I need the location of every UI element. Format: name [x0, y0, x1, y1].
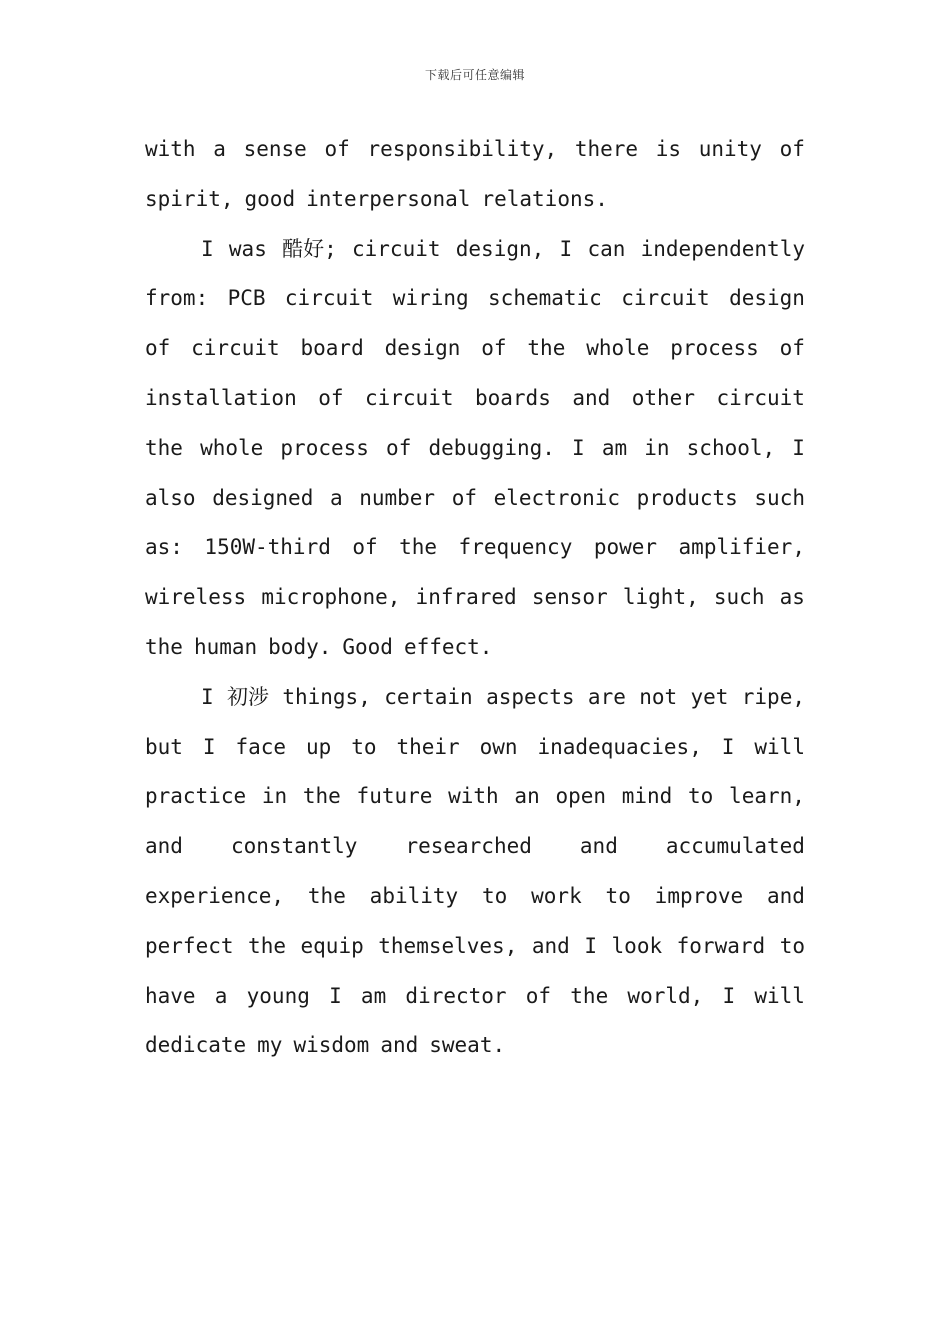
word: the — [248, 933, 286, 958]
word: as — [779, 585, 805, 610]
word: I — [722, 983, 736, 1008]
word: circuit — [716, 385, 805, 410]
word: sensor — [531, 585, 608, 610]
text-line — [145, 872, 805, 922]
word: themselves, — [378, 933, 518, 958]
word: a — [329, 485, 343, 510]
word: am — [360, 983, 387, 1008]
text-line — [145, 274, 805, 324]
word: I — [202, 734, 216, 759]
word: debugging. — [428, 435, 555, 460]
word: installation — [145, 385, 297, 410]
word: but — [145, 734, 183, 759]
word: 150W-third — [204, 535, 331, 560]
word: will — [754, 983, 805, 1008]
word: future — [356, 784, 433, 809]
word: yet — [690, 684, 729, 709]
word: a — [214, 983, 228, 1008]
word: up — [305, 734, 332, 759]
word: PCB — [227, 286, 266, 311]
word: amplifier, — [678, 535, 805, 560]
word: wireless — [145, 585, 247, 610]
text-line — [145, 474, 805, 524]
word: unity — [698, 137, 762, 161]
text-line — [145, 175, 805, 225]
word: of — [352, 535, 378, 560]
word: are — [587, 684, 626, 709]
word: of — [386, 435, 412, 460]
word: and — [572, 385, 611, 410]
word: perfect — [145, 933, 234, 958]
word: human — [193, 634, 258, 659]
word: also — [145, 485, 196, 510]
text-line — [145, 125, 805, 175]
word: body. — [268, 634, 332, 659]
word: independently — [640, 236, 805, 261]
word: inadequacies, — [537, 734, 702, 759]
word: was — [228, 236, 267, 261]
word: responsibility, — [367, 137, 558, 161]
word: to — [779, 933, 805, 958]
text-line — [145, 623, 805, 673]
word: ripe, — [741, 684, 805, 709]
word: of — [525, 983, 552, 1008]
word: my — [257, 1033, 283, 1058]
word: I — [584, 933, 597, 958]
word: am — [601, 435, 628, 460]
word: a — [213, 137, 226, 161]
word: the — [302, 784, 341, 809]
word: in — [644, 435, 670, 460]
word: young — [246, 983, 310, 1008]
word: I — [201, 684, 214, 709]
word: of — [779, 336, 805, 361]
word: practice — [145, 784, 247, 809]
word: I — [721, 734, 735, 759]
text-line — [145, 424, 805, 474]
word: of — [779, 137, 805, 161]
text-line — [145, 822, 805, 872]
word: with — [145, 137, 196, 161]
word: aspects — [486, 684, 575, 709]
word: there — [574, 137, 639, 161]
word: and — [145, 834, 183, 859]
word: sweat. — [429, 1033, 506, 1058]
word: board — [300, 336, 364, 361]
word: of — [324, 137, 350, 161]
word: will — [754, 734, 805, 759]
word: effect. — [403, 634, 493, 659]
word: other — [631, 385, 695, 410]
word: microphone, — [261, 585, 401, 610]
word: of — [481, 336, 507, 361]
word: accumulated — [665, 834, 805, 859]
word: wiring — [392, 286, 469, 311]
text-line — [145, 573, 805, 623]
word: is — [655, 137, 682, 161]
word: school, — [686, 435, 776, 460]
word: good — [244, 186, 296, 211]
word: design, — [455, 236, 545, 261]
word: as: — [145, 535, 183, 560]
word: have — [145, 983, 196, 1008]
text-line — [145, 1021, 805, 1071]
text-line — [145, 225, 805, 275]
word: ability — [369, 883, 459, 908]
word: such — [754, 485, 805, 510]
word: experience, — [145, 883, 285, 908]
word: director — [405, 983, 507, 1008]
word: electronic — [493, 485, 621, 510]
word: I — [329, 983, 342, 1008]
word: equip — [300, 933, 364, 958]
word: number — [359, 485, 436, 510]
word: design — [384, 336, 461, 361]
word: with — [448, 784, 499, 809]
word: and — [531, 933, 570, 958]
word: look — [611, 933, 663, 958]
word: constantly — [230, 834, 358, 859]
word: to — [688, 784, 714, 809]
word: world, — [627, 983, 704, 1008]
word: the — [399, 535, 438, 560]
word: to — [605, 883, 631, 908]
word: 初涉 — [227, 684, 269, 709]
word: the — [307, 883, 346, 908]
word: interpersonal — [306, 186, 471, 211]
word: researched — [405, 834, 532, 859]
word: relations. — [481, 186, 608, 211]
word: I — [792, 435, 805, 460]
word: I — [572, 435, 585, 460]
word: infrared — [415, 585, 517, 610]
word: forward — [676, 933, 766, 958]
word: open — [555, 784, 607, 809]
word: the — [145, 634, 183, 659]
word: whole — [200, 435, 264, 460]
word: to — [482, 883, 508, 908]
word: of — [145, 336, 171, 361]
word: boards — [474, 385, 551, 410]
word: of — [451, 485, 477, 510]
word: products — [636, 485, 738, 510]
text-line — [145, 324, 805, 374]
word: light, — [622, 585, 699, 610]
word: sense — [243, 137, 307, 161]
word: to — [351, 734, 377, 759]
word: designed — [212, 485, 314, 510]
word: process — [670, 336, 759, 361]
word: the — [527, 336, 566, 361]
word: certain — [384, 684, 473, 709]
word: learn, — [729, 784, 805, 809]
word: can — [587, 236, 626, 261]
document-body — [145, 125, 805, 1071]
word: I — [559, 236, 573, 261]
word: spirit, — [145, 186, 234, 211]
text-line — [145, 772, 805, 822]
word: dedicate — [145, 1033, 247, 1058]
text-line — [145, 723, 805, 773]
word: circuit — [191, 336, 280, 361]
text-line — [145, 523, 805, 573]
word: power — [593, 535, 658, 560]
word: in — [261, 784, 288, 809]
word: whole — [586, 336, 650, 361]
word: and — [767, 883, 805, 908]
word: such — [713, 585, 765, 610]
word: mind — [621, 784, 673, 809]
page-header: 下载后可任意编辑 — [424, 68, 525, 82]
word: their — [396, 734, 460, 759]
word: Good — [342, 634, 393, 659]
word: not — [639, 684, 678, 709]
word: I — [201, 236, 214, 261]
word: things, — [282, 684, 371, 709]
word: circuit — [364, 385, 454, 410]
word: circuit — [352, 236, 441, 261]
text-line — [145, 972, 805, 1022]
text-line — [145, 673, 805, 723]
word: from: — [145, 286, 209, 311]
word: face — [235, 734, 287, 759]
text-line — [145, 374, 805, 424]
text-line — [145, 922, 805, 972]
word: the — [570, 983, 609, 1008]
word: 酷好; — [282, 236, 337, 261]
word: frequency — [458, 535, 573, 560]
word: circuit — [284, 286, 374, 311]
word: own — [479, 734, 518, 759]
word: schematic — [488, 286, 602, 311]
word: design — [729, 286, 805, 311]
word: the — [145, 435, 183, 460]
word: and — [579, 834, 618, 859]
word: circuit — [621, 286, 710, 311]
word: of — [318, 385, 344, 410]
word: an — [514, 784, 540, 809]
word: improve — [654, 883, 744, 908]
word: wisdom — [293, 1033, 370, 1058]
word: and — [380, 1033, 419, 1058]
word: process — [280, 435, 369, 460]
word: work — [531, 883, 582, 908]
